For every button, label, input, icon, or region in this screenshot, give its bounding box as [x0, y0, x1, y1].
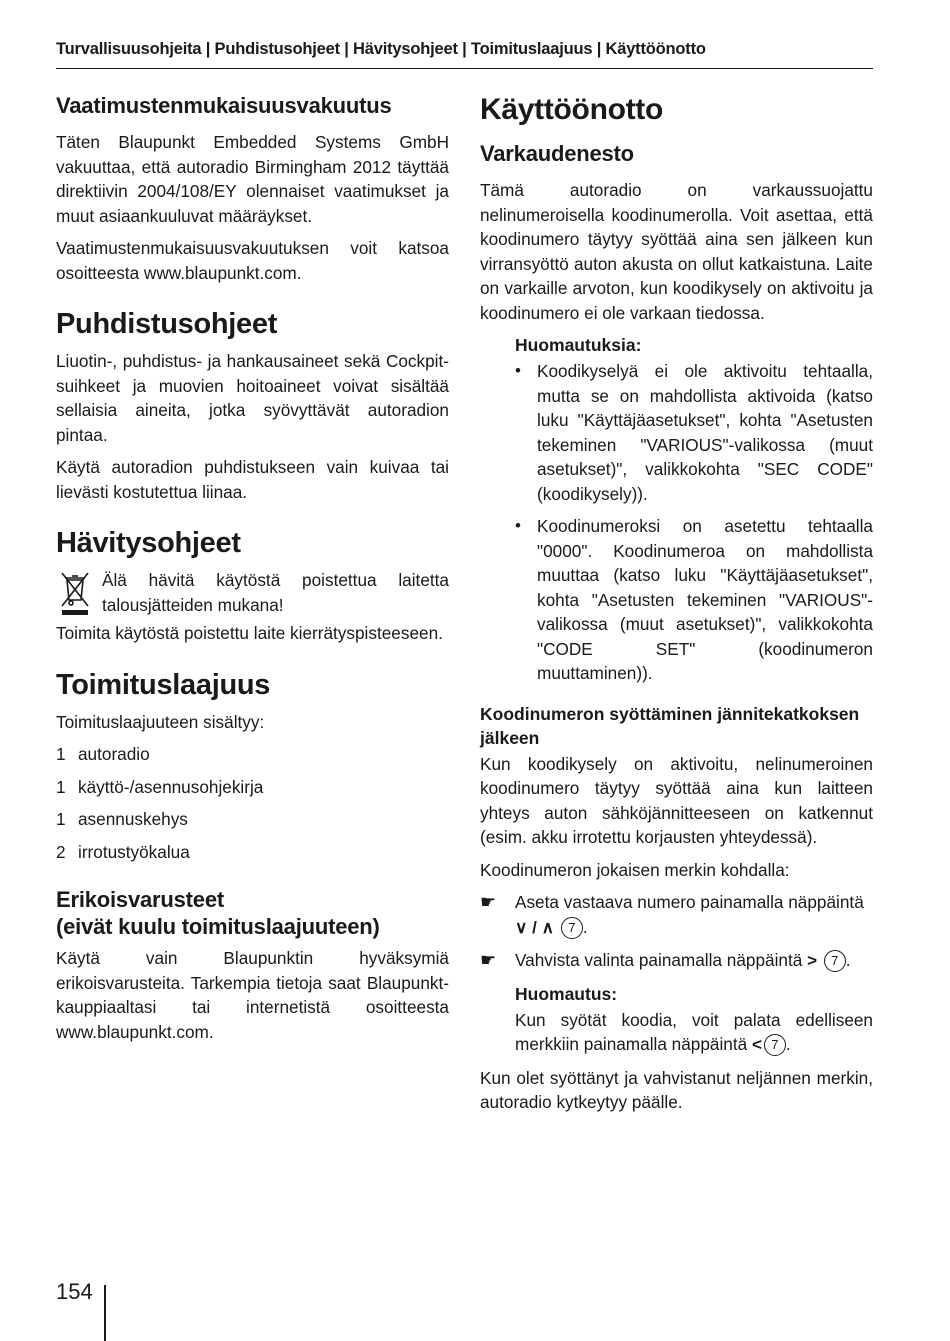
scope-item-label: asennuskehys — [78, 809, 188, 829]
scope-item-qty: 1 — [56, 744, 66, 764]
entry-note — [515, 982, 873, 1058]
disposal-title: Hävitysohjeet — [56, 527, 241, 559]
page-number: 154 — [56, 1279, 93, 1304]
end-dot: . — [582, 916, 588, 937]
scope-item — [56, 840, 449, 865]
scope-item-qty: 1 — [56, 776, 66, 797]
scope-item — [56, 775, 449, 800]
code-entry-paragraph-1: Kun koodikysely on aktivoitu, nelinumeroinen koodinumero täytyy syöttää aina kun laitteen yhteys auton sähköjännitteeseen on katkennut (esim. akku irrotettu korjausten yhteydessä). — [480, 753, 873, 847]
conformity-paragraph-1: Täten Blaupunkt Embedded Systems GmbH vakuuttaa, että autoradio Birmingham 2012 täyttää direktiivin 2004/108/EY olennaiset vaatimukset ja muut asiaankuuluvat määräykset. — [56, 132, 449, 226]
code-entry-paragraph-2: Koodinumeron jokaisen merkin kohdalla: — [480, 859, 790, 880]
right-column — [480, 92, 873, 1123]
cleaning-paragraph-1: Liuotin-, puhdistus- ja hankausaineet sekä Cockpit-suihkeet ja muovien hoitoaineet voivat sisältää sellaisia aineita, jotka syövyttävät autoradion pintaa. — [56, 351, 449, 445]
pointing-hand-icon: ☛ — [480, 950, 497, 970]
accessories-title-line-2: (eivät kuulu toimituslaajuuteen) — [56, 914, 380, 939]
disposal-paragraph-1: Älä hävitä käytöstä poistettua laitetta talousjätteiden mukana! — [102, 570, 449, 615]
step-1-text: Aseta vastaava numero painamalla näppäintä — [515, 892, 864, 912]
accessories-title-line-1: Erikoisvarusteet — [56, 887, 224, 912]
scope-item-label: autoradio — [78, 744, 150, 764]
scope-item — [56, 807, 449, 832]
end-dot: . — [785, 1034, 791, 1054]
step-text — [515, 890, 864, 940]
bullet-icon: • — [515, 361, 521, 380]
entry-note-title: Huomautus: — [515, 983, 618, 1004]
scope-item — [56, 742, 449, 767]
step-2-text: Vahvista valinta painamalla näppäintä — [515, 950, 803, 970]
key-number-badge: 7 — [824, 950, 846, 972]
scope-title: Toimituslaajuus — [56, 668, 271, 701]
breadcrumb: Turvallisuusohjeita | Puhdistusohjeet | Hävitysohjeet | Toimituslaajuus | Käyttöönotto — [56, 40, 873, 69]
right-key: > — [807, 951, 818, 970]
page-number-divider — [104, 1285, 106, 1341]
commissioning-title: Käyttöönotto — [480, 93, 664, 126]
accessories-title — [56, 886, 449, 940]
theft-title: Varkaudenesto — [480, 141, 634, 166]
key-number-badge: 7 — [561, 917, 583, 939]
scope-item-label: käyttö-/asennusohjekirja — [78, 776, 264, 797]
accessories-paragraph: Käytä vain Blaupunktin hyväksymiä erikoisvarusteita. Tarkempia tietoja saat Blaupunkt-kauppiaaltasi tai internetistä osoitteesta www.blaupunkt.com. — [56, 948, 449, 1042]
left-key: < — [751, 1035, 762, 1054]
bullet-icon: • — [515, 516, 521, 535]
disposal-warning — [56, 568, 449, 617]
list-item — [515, 359, 873, 506]
step-text — [515, 948, 851, 974]
crossed-bin-icon — [58, 570, 92, 616]
scope-item-qty: 2 — [56, 841, 66, 862]
notes-title: Huomautuksia: — [515, 335, 642, 355]
up-down-keys: ∨ / ∧ — [515, 917, 555, 937]
key-number-badge: 7 — [764, 1034, 786, 1056]
theft-notes — [515, 333, 873, 686]
step-item — [480, 890, 873, 940]
disposal-paragraph-2: Toimita käytöstä poistettu laite kierrätyspisteeseen. — [56, 623, 443, 643]
cleaning-title: Puhdistusohjeet — [56, 308, 278, 340]
note-text: Koodikyselyä ei ole aktivoitu tehtaalla, mutta se on mahdollista aktivoida (katso luku "Käyttäjäasetukset", kohta "Asetusten tekeminen "VARIOUS"-valikossa (muut asetukset)", valikkokohta "SEC CODE" (koodikysely)). — [537, 361, 873, 504]
entry-note-body: Kun syötät koodia, voit palata edelliseen merkkiin painamalla näppäintä — [515, 1009, 873, 1054]
theft-paragraph: Tämä autoradio on varkaussuojattu nelinumeroisella koodinumerolla. Voit asettaa, että koodinumero täytyy syöttää aina sen jälkeen kun virransyöttö auton akusta on ollut katkaistuna. Laite on varkaille arvoton, kun koodikysely on aktivoitu ja koodinumero ei ole varkaan tiedossa. — [480, 180, 873, 323]
code-entry-paragraph-3: Kun olet syöttänyt ja vahvistanut neljännen merkin, autoradio kytkeytyy päälle. — [480, 1067, 873, 1112]
end-dot: . — [845, 950, 851, 970]
cleaning-paragraph-2: Käytä autoradion puhdistukseen vain kuivaa tai lievästi kostutettua liinaa. — [56, 457, 449, 502]
pointing-hand-icon: ☛ — [480, 892, 497, 912]
step-item — [480, 948, 873, 974]
list-item — [515, 514, 873, 686]
entry-note-text — [515, 1008, 873, 1058]
code-entry-title: Koodinumeron syöttäminen jännitekatkoksen jälkeen — [480, 703, 860, 748]
scope-intro: Toimituslaajuuteen sisältyy: — [56, 711, 265, 732]
left-column — [56, 92, 449, 1052]
scope-item-qty: 1 — [56, 809, 66, 829]
note-text: Koodinumeroksi on asetettu tehtaalla "0000". Koodinumeroa on mahdollista muuttaa (katso luku "Käyttäjäasetukset", kohta "Asetusten tekeminen "VARIOUS"-valikossa (muut asetukset)", valikkokohta "CODE SET" (koodinumeron muuttaminen)). — [537, 516, 873, 683]
conformity-paragraph-2: Vaatimustenmukaisuusvakuutuksen voit katsoa osoitteesta www.blaupunkt.com. — [56, 238, 449, 283]
scope-item-label: irrotustyökalua — [78, 841, 190, 862]
conformity-title: Vaatimustenmukaisuusvakuutus — [56, 93, 392, 118]
